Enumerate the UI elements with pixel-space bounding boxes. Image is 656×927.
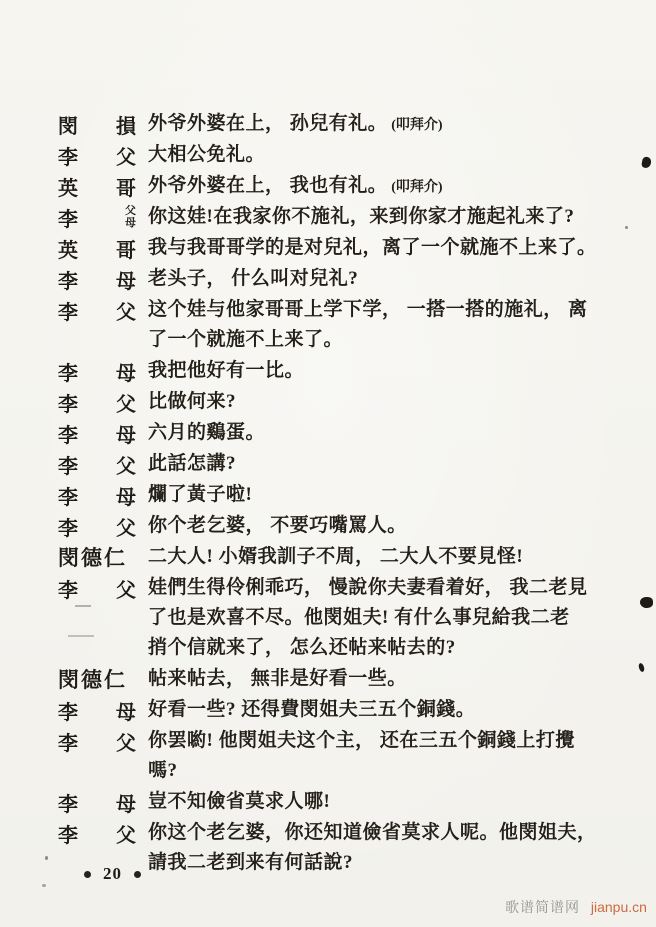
speaker-name: 李 父 bbox=[58, 393, 136, 416]
speaker-name: 李 母 bbox=[58, 362, 136, 385]
scan-smudge bbox=[75, 605, 91, 607]
speaker-name: 李 父 bbox=[58, 301, 136, 324]
dialogue-turn bbox=[58, 511, 603, 541]
watermark-site-name: 歌谱简谱网 bbox=[505, 899, 580, 915]
page-footer bbox=[84, 864, 141, 884]
dialogue-turn bbox=[58, 233, 603, 263]
scan-smudge bbox=[68, 635, 94, 637]
dialogue-turn bbox=[58, 787, 603, 817]
watermark bbox=[505, 897, 647, 917]
speaker-name: 李 母 bbox=[58, 424, 136, 447]
speaker-name: 閔德仁 bbox=[58, 668, 127, 692]
speaker-name: 李 母 bbox=[58, 486, 136, 509]
dialogue-text: 爛了黃子啦! bbox=[148, 484, 253, 505]
dialogue-text: 你这娃!在我家你不施礼，来到你家才施起礼来了? bbox=[148, 206, 575, 227]
dialogue-turn bbox=[58, 264, 603, 294]
dialogue-turn bbox=[58, 295, 603, 355]
ink-spot bbox=[641, 156, 652, 169]
dialogue-text: 你这个老乞婆，你还知道儉省莫求人呢。他閔姐夫， 請我二老到来有何話說? bbox=[148, 822, 597, 873]
dialogue-turn bbox=[58, 387, 603, 417]
speaker-name: 李 母 bbox=[58, 793, 136, 816]
speaker-name: 李 父 bbox=[58, 824, 136, 847]
speaker-name: 李 父 bbox=[58, 455, 136, 478]
dialogue-text: 帖来帖去， 無非是好看一些。 bbox=[148, 668, 407, 689]
dialogue-text: 大相公免礼。 bbox=[148, 144, 266, 165]
dialogue-turn bbox=[58, 418, 603, 448]
dialogue-turn bbox=[58, 356, 603, 386]
watermark-site-url: jianpu.cn bbox=[590, 899, 647, 915]
footer-dot-left-icon bbox=[84, 871, 91, 878]
speaker-name: 李 父 bbox=[58, 146, 136, 169]
stage-direction: (叩拜介) bbox=[391, 118, 443, 133]
dialogue-turn bbox=[58, 202, 603, 232]
dialogue-text: 此話怎講? bbox=[148, 453, 237, 474]
speaker-name: 李 父 bbox=[58, 517, 136, 540]
dialogue-turn bbox=[58, 140, 603, 170]
footer-dot-right-icon bbox=[134, 871, 141, 878]
dialogue-turn bbox=[58, 449, 603, 479]
page-number: 20 bbox=[103, 864, 122, 883]
dialogue-text: 老头子， 什么叫对兒礼? bbox=[148, 268, 359, 289]
dialogue-turn bbox=[58, 109, 603, 139]
dialogue-turn bbox=[58, 573, 603, 663]
dialogue-turn bbox=[58, 171, 603, 201]
speaker-name: 閔德仁 bbox=[58, 546, 127, 570]
stage-direction: (叩拜介) bbox=[391, 180, 443, 195]
dialogue-turn bbox=[58, 480, 603, 510]
scan-speck bbox=[42, 884, 46, 887]
dialogue-text: 这个娃与他家哥哥上学下学， 一搭一搭的施礼， 离 了一个就施不上来了。 bbox=[148, 299, 588, 350]
dialogue-text: 二大人! 小婿我訓子不周， 二大人不要見怪! bbox=[148, 546, 524, 567]
dialogue-text: 你罢喲! 他閔姐夫这个主， 还在三五个銅錢上打攪 嗎? bbox=[148, 730, 575, 781]
dialogue-text: 我把他好有一比。 bbox=[148, 360, 305, 381]
dialogue-text: 外爷外婆在上， 我也有礼。 (叩拜介) bbox=[148, 175, 443, 196]
speaker-name: 李 母 bbox=[58, 270, 136, 293]
dialogue-list bbox=[58, 109, 603, 879]
speaker-main-char: 李 bbox=[58, 208, 78, 231]
dialogue-text: 六月的鷄蛋。 bbox=[148, 422, 266, 443]
dialogue-text: 娃們生得伶俐乖巧， 慢說你夫妻看着好， 我二老見 了也是欢喜不尽。他閔姐夫! 有什么事兒給我二老 捎个信就来了， 怎么还帖来帖去的? bbox=[148, 577, 588, 658]
speaker-name bbox=[58, 202, 136, 232]
speaker-name: 李 父 bbox=[58, 732, 136, 755]
dialogue-text: 我与我哥哥学的是对兒礼，离了一个就施不上来了。 bbox=[148, 237, 597, 258]
dialogue-turn bbox=[58, 664, 603, 694]
scan-speck bbox=[45, 856, 48, 860]
speaker-name: 英 哥 bbox=[58, 239, 136, 262]
speaker-stacked-chars: 父 母 bbox=[125, 205, 136, 229]
ink-spot bbox=[640, 597, 653, 608]
dialogue-text: 好看一些? 还得費閔姐夫三五个銅錢。 bbox=[148, 699, 476, 720]
speaker-name: 英 哥 bbox=[58, 177, 136, 200]
dialogue-turn bbox=[58, 695, 603, 725]
speaker-name: 李 母 bbox=[58, 701, 136, 724]
dialogue-turn bbox=[58, 726, 603, 786]
dialogue-text: 豈不知儉省莫求人哪! bbox=[148, 791, 331, 812]
dialogue-text: 你个老乞婆， 不要巧嘴罵人。 bbox=[148, 515, 407, 536]
dialogue-text: 比做何来? bbox=[148, 391, 237, 412]
speaker-name: 閔 損 bbox=[58, 115, 136, 138]
scan-speck bbox=[625, 226, 628, 229]
dialogue-text: 外爷外婆在上， 孙兒有礼。 (叩拜介) bbox=[148, 113, 443, 134]
dialogue-turn bbox=[58, 542, 603, 572]
speaker-name: 李 父 bbox=[58, 579, 136, 602]
ink-spot bbox=[638, 662, 646, 672]
